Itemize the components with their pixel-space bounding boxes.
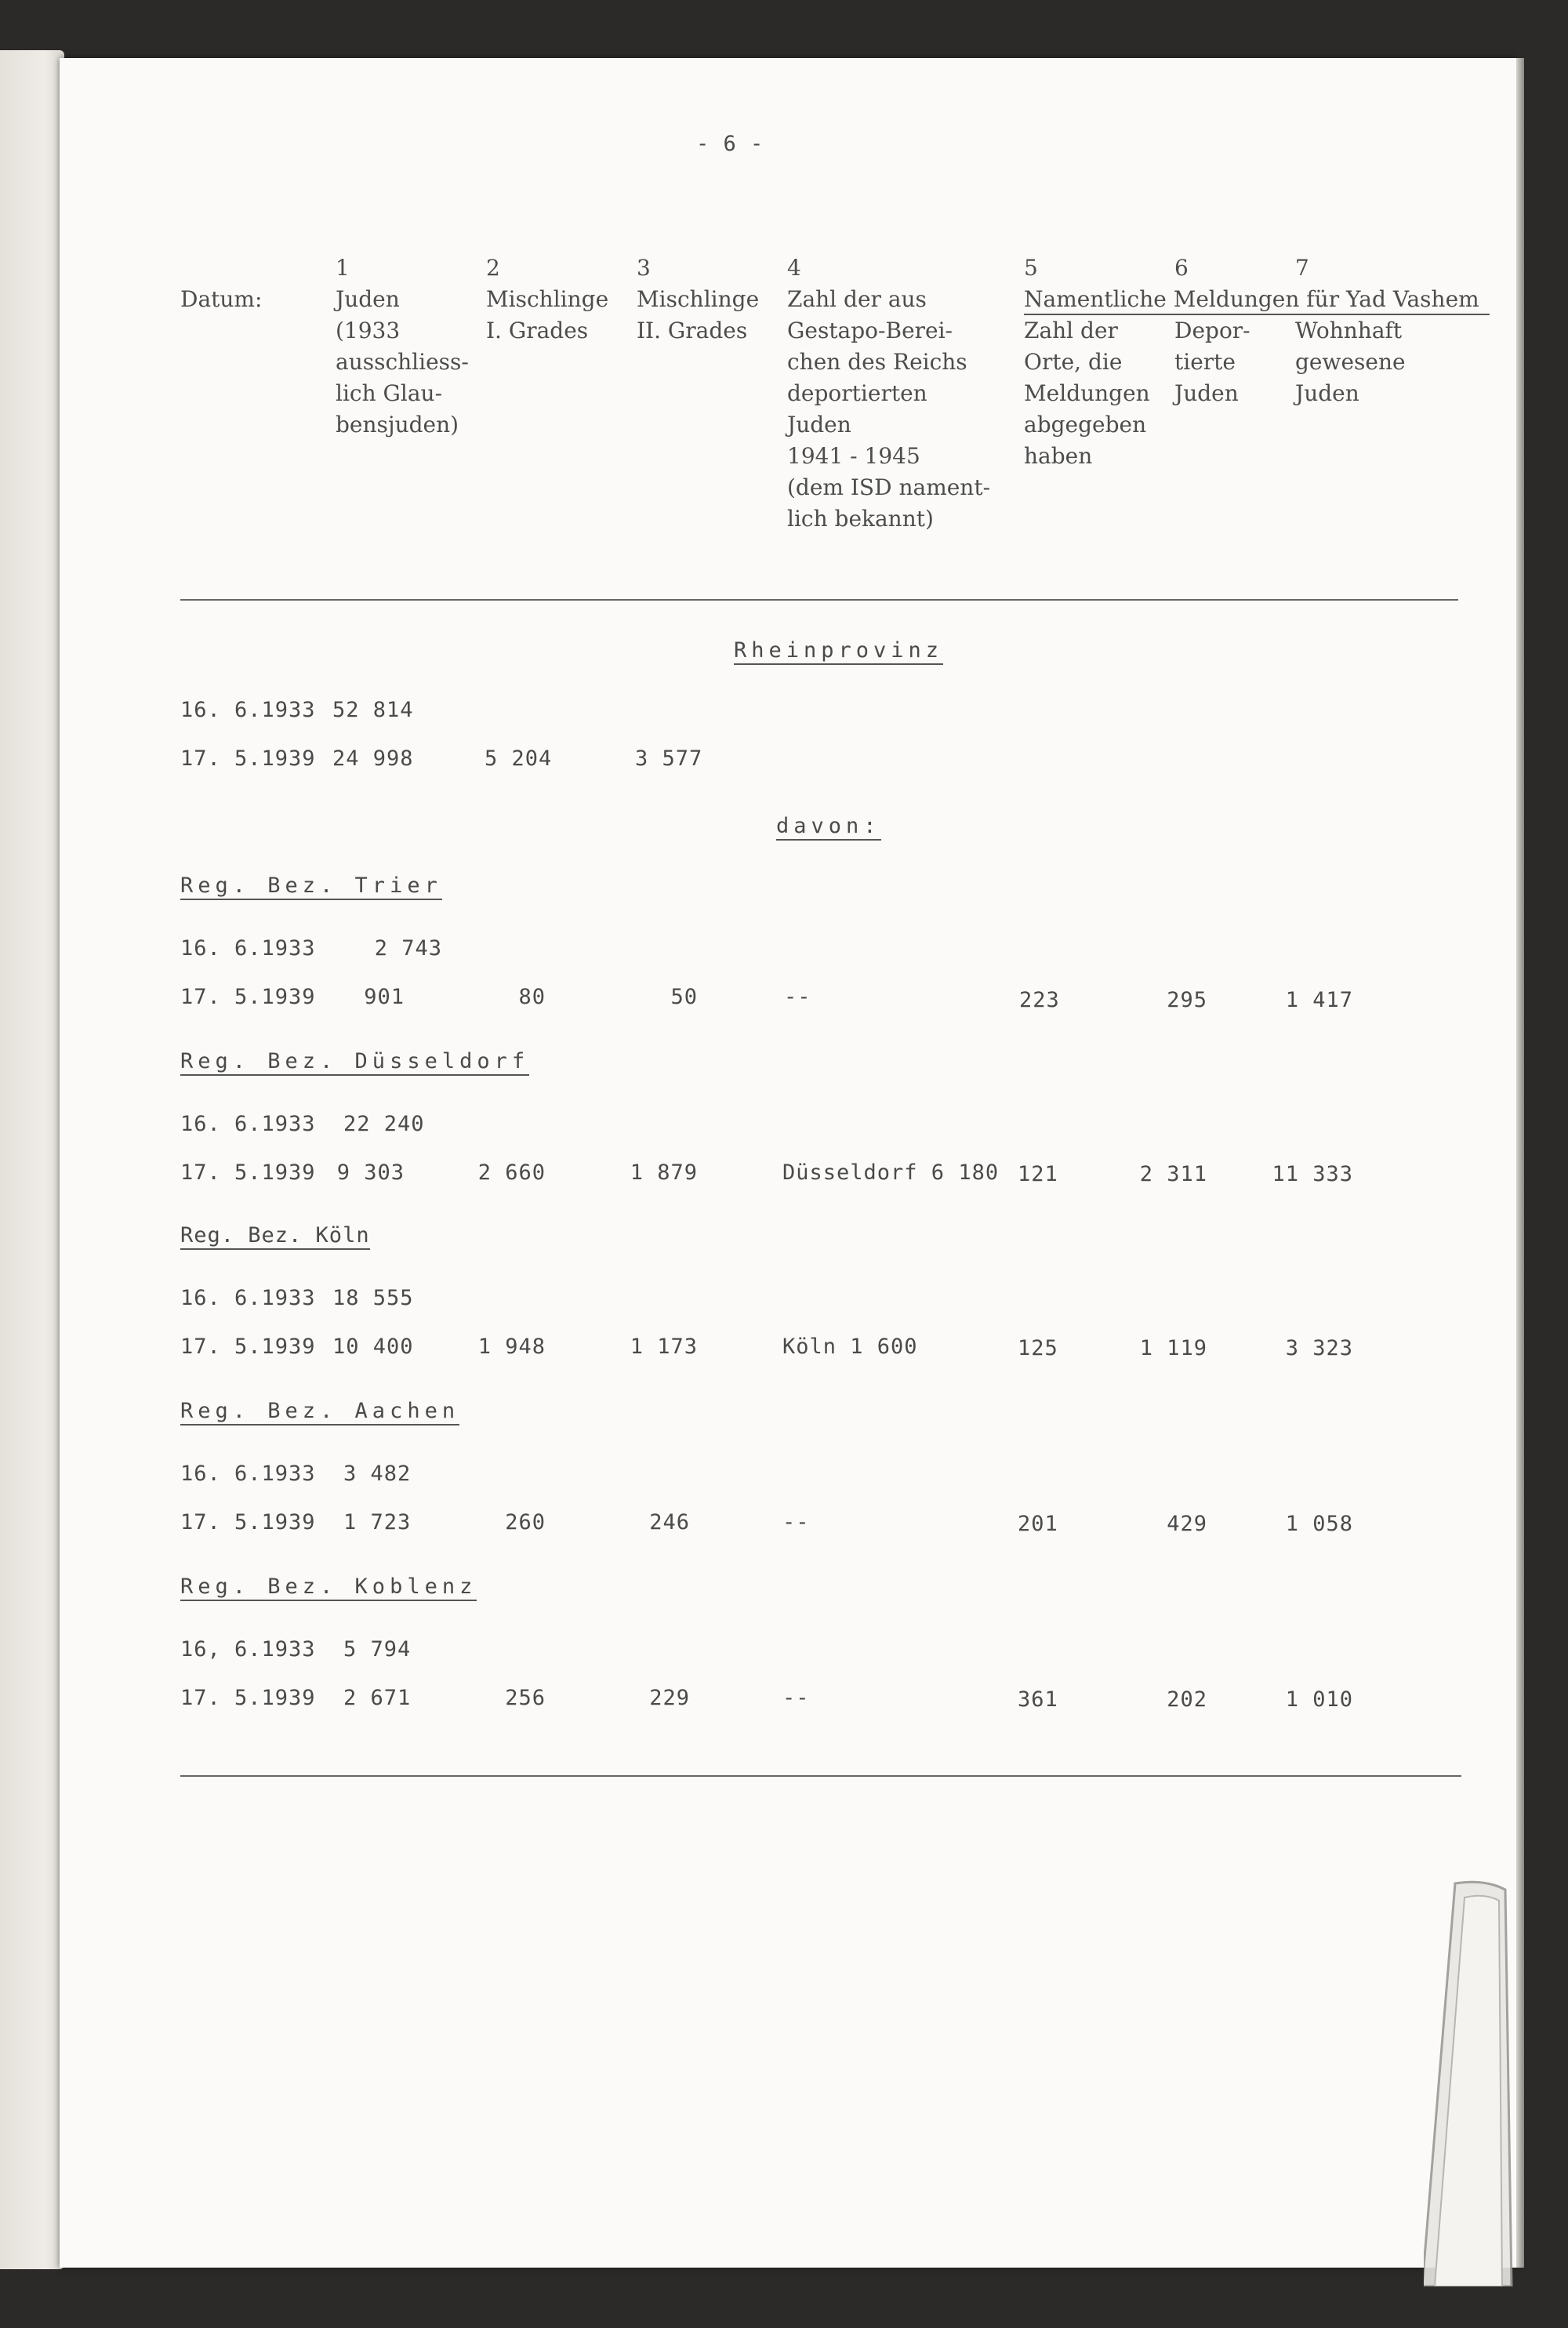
col7-header-line: Juden xyxy=(1295,380,1359,406)
col5-header-line: abgegeben xyxy=(1024,412,1147,438)
district-row-c5: 201 xyxy=(1018,1512,1058,1536)
district-heading: Reg. Bez. Trier xyxy=(180,873,442,900)
district-row-date: 17. 5.1939 xyxy=(180,1686,316,1710)
district-row-c6: 1 119 xyxy=(1139,1336,1207,1360)
district-row-c3: 1 173 xyxy=(630,1335,698,1359)
davon-wrap xyxy=(776,811,881,842)
district-row-date: 17. 5.1939 xyxy=(180,1510,316,1534)
district-row-c2: 2 660 xyxy=(477,1160,546,1185)
district-heading: Reg. Bez. Köln xyxy=(180,1223,370,1250)
district-row-date: 17. 5.1939 xyxy=(180,985,316,1009)
col4-header-line: Zahl der aus xyxy=(787,286,927,312)
district-row-c3: 1 879 xyxy=(630,1160,698,1185)
col6-header-line: Depor- xyxy=(1174,318,1250,343)
district-heading: Reg. Bez. Koblenz xyxy=(180,1574,477,1601)
district-row-c1: 1 723 xyxy=(343,1510,412,1534)
district-heading-wrap xyxy=(180,1396,459,1427)
district-row-c2: 260 xyxy=(505,1510,546,1534)
col5-header-line: Orte, die xyxy=(1024,349,1123,375)
col-number-1: 1 xyxy=(336,255,350,281)
col1-header-line: Juden xyxy=(336,286,400,312)
page-clip xyxy=(1424,1879,1518,2286)
col1-header-line: lich Glau- xyxy=(336,380,443,406)
district-row-date: 16, 6.1933 xyxy=(180,1637,316,1662)
col-number-7: 7 xyxy=(1295,255,1309,281)
col6-header-line: Juden xyxy=(1174,380,1239,406)
col4-header-line: deportierten xyxy=(787,380,927,406)
district-row-c4: -- xyxy=(784,985,811,1009)
page-number: - 6 - xyxy=(696,132,764,156)
col7-header-line: gewesene xyxy=(1295,349,1406,375)
district-row-c4: Düsseldorf 6 180 xyxy=(782,1160,1000,1185)
district-heading: Reg. Bez. Düsseldorf xyxy=(180,1049,529,1076)
col1-header-line: bensjuden) xyxy=(336,412,459,438)
col4-header-line: 1941 - 1945 xyxy=(787,443,920,469)
col4-header-line: chen des Reichs xyxy=(787,349,967,375)
province-row-c1: 52 814 xyxy=(332,698,414,722)
district-row-c1: 901 xyxy=(364,985,405,1009)
district-row-c7: 1 058 xyxy=(1285,1512,1353,1536)
district-row-c7: 1 010 xyxy=(1285,1687,1353,1712)
col5-header-line: Zahl der xyxy=(1024,318,1118,343)
district-row-c1: 9 303 xyxy=(336,1160,405,1185)
district-heading: Reg. Bez. Aachen xyxy=(180,1399,459,1425)
district-row-c6: 2 311 xyxy=(1139,1162,1207,1186)
col3-header-line: II. Grades xyxy=(637,318,748,343)
province-row-c2: 5 204 xyxy=(485,746,553,771)
district-row-date: 16. 6.1933 xyxy=(180,936,316,961)
district-row-c6: 202 xyxy=(1167,1687,1207,1712)
col6-header-line: tierte xyxy=(1174,349,1236,375)
district-row-c2: 80 xyxy=(518,985,546,1009)
district-row-c3: 246 xyxy=(649,1510,690,1534)
district-row-c1: 2 671 xyxy=(343,1686,412,1710)
col-number-6: 6 xyxy=(1174,255,1189,281)
district-row-c4: -- xyxy=(782,1510,810,1534)
district-row-c5: 223 xyxy=(1019,988,1060,1012)
province-row-date: 17. 5.1939 xyxy=(180,746,316,771)
col2-header-line: Mischlinge xyxy=(486,286,609,312)
district-row-c7: 11 333 xyxy=(1272,1162,1353,1186)
district-row-date: 17. 5.1939 xyxy=(180,1335,316,1359)
district-row-date: 16. 6.1933 xyxy=(180,1286,316,1310)
col-number-5: 5 xyxy=(1024,255,1038,281)
col2-header-line: I. Grades xyxy=(486,318,589,343)
district-row-c6: 429 xyxy=(1167,1512,1207,1536)
district-row-c2: 256 xyxy=(505,1686,546,1710)
district-row-c1: 2 743 xyxy=(374,936,442,961)
col4-header-line: (dem ISD nament- xyxy=(787,474,991,500)
district-row-c2: 1 948 xyxy=(477,1335,546,1359)
district-row-c3: 50 xyxy=(670,985,698,1009)
district-heading-wrap xyxy=(180,870,442,902)
district-row-c1: 3 482 xyxy=(343,1462,412,1486)
district-row-date: 16. 6.1933 xyxy=(180,1462,316,1486)
district-heading-wrap xyxy=(180,1046,529,1077)
district-heading-wrap xyxy=(180,1220,370,1251)
col-number-2: 2 xyxy=(486,255,500,281)
district-row-c7: 3 323 xyxy=(1285,1336,1353,1360)
col-number-3: 3 xyxy=(637,255,651,281)
col4-header-line: Gestapo-Berei- xyxy=(787,318,953,343)
province-row-c1: 24 998 xyxy=(332,746,414,771)
province-title-wrap xyxy=(734,635,943,666)
col3-header-line: Mischlinge xyxy=(637,286,760,312)
district-row-c1: 22 240 xyxy=(343,1112,425,1136)
district-row-c4: Köln 1 600 xyxy=(782,1335,918,1359)
district-row-c5: 361 xyxy=(1018,1687,1058,1712)
district-row-c1: 5 794 xyxy=(343,1637,412,1662)
district-row-date: 17. 5.1939 xyxy=(180,1160,316,1185)
district-heading-wrap xyxy=(180,1571,477,1603)
col1-header-line: ausschliess- xyxy=(336,349,469,375)
footer-divider xyxy=(180,1775,1461,1777)
district-row-c6: 295 xyxy=(1167,988,1207,1012)
col5-header-line: haben xyxy=(1024,443,1093,469)
district-row-c4: -- xyxy=(782,1686,810,1710)
district-row-c3: 229 xyxy=(649,1686,690,1710)
col7-header-line: Wohnhaft xyxy=(1295,318,1403,343)
col4-header-line: lich bekannt) xyxy=(787,506,934,532)
col1-header-line: (1933 xyxy=(336,318,401,343)
col5-header-line: Meldungen xyxy=(1024,380,1150,406)
district-row-c5: 121 xyxy=(1018,1162,1058,1186)
datum-label: Datum: xyxy=(180,286,263,312)
yad-vashem-group-header: Namentliche Meldungen für Yad Vashem xyxy=(1024,285,1490,315)
province-title: Rheinprovinz xyxy=(734,638,943,665)
district-row-date: 16. 6.1933 xyxy=(180,1112,316,1136)
davon-label: davon: xyxy=(776,814,881,841)
district-row-c7: 1 417 xyxy=(1285,988,1353,1012)
adjacent-page-edge xyxy=(0,50,64,2269)
province-row-date: 16. 6.1933 xyxy=(180,698,316,722)
district-row-c1: 18 555 xyxy=(332,1286,414,1310)
district-row-c5: 125 xyxy=(1018,1336,1058,1360)
province-row-c3: 3 577 xyxy=(635,746,703,771)
header-divider xyxy=(180,599,1458,601)
col-number-4: 4 xyxy=(787,255,801,281)
col4-header-line: Juden xyxy=(787,412,851,438)
district-row-c1: 10 400 xyxy=(332,1335,414,1359)
